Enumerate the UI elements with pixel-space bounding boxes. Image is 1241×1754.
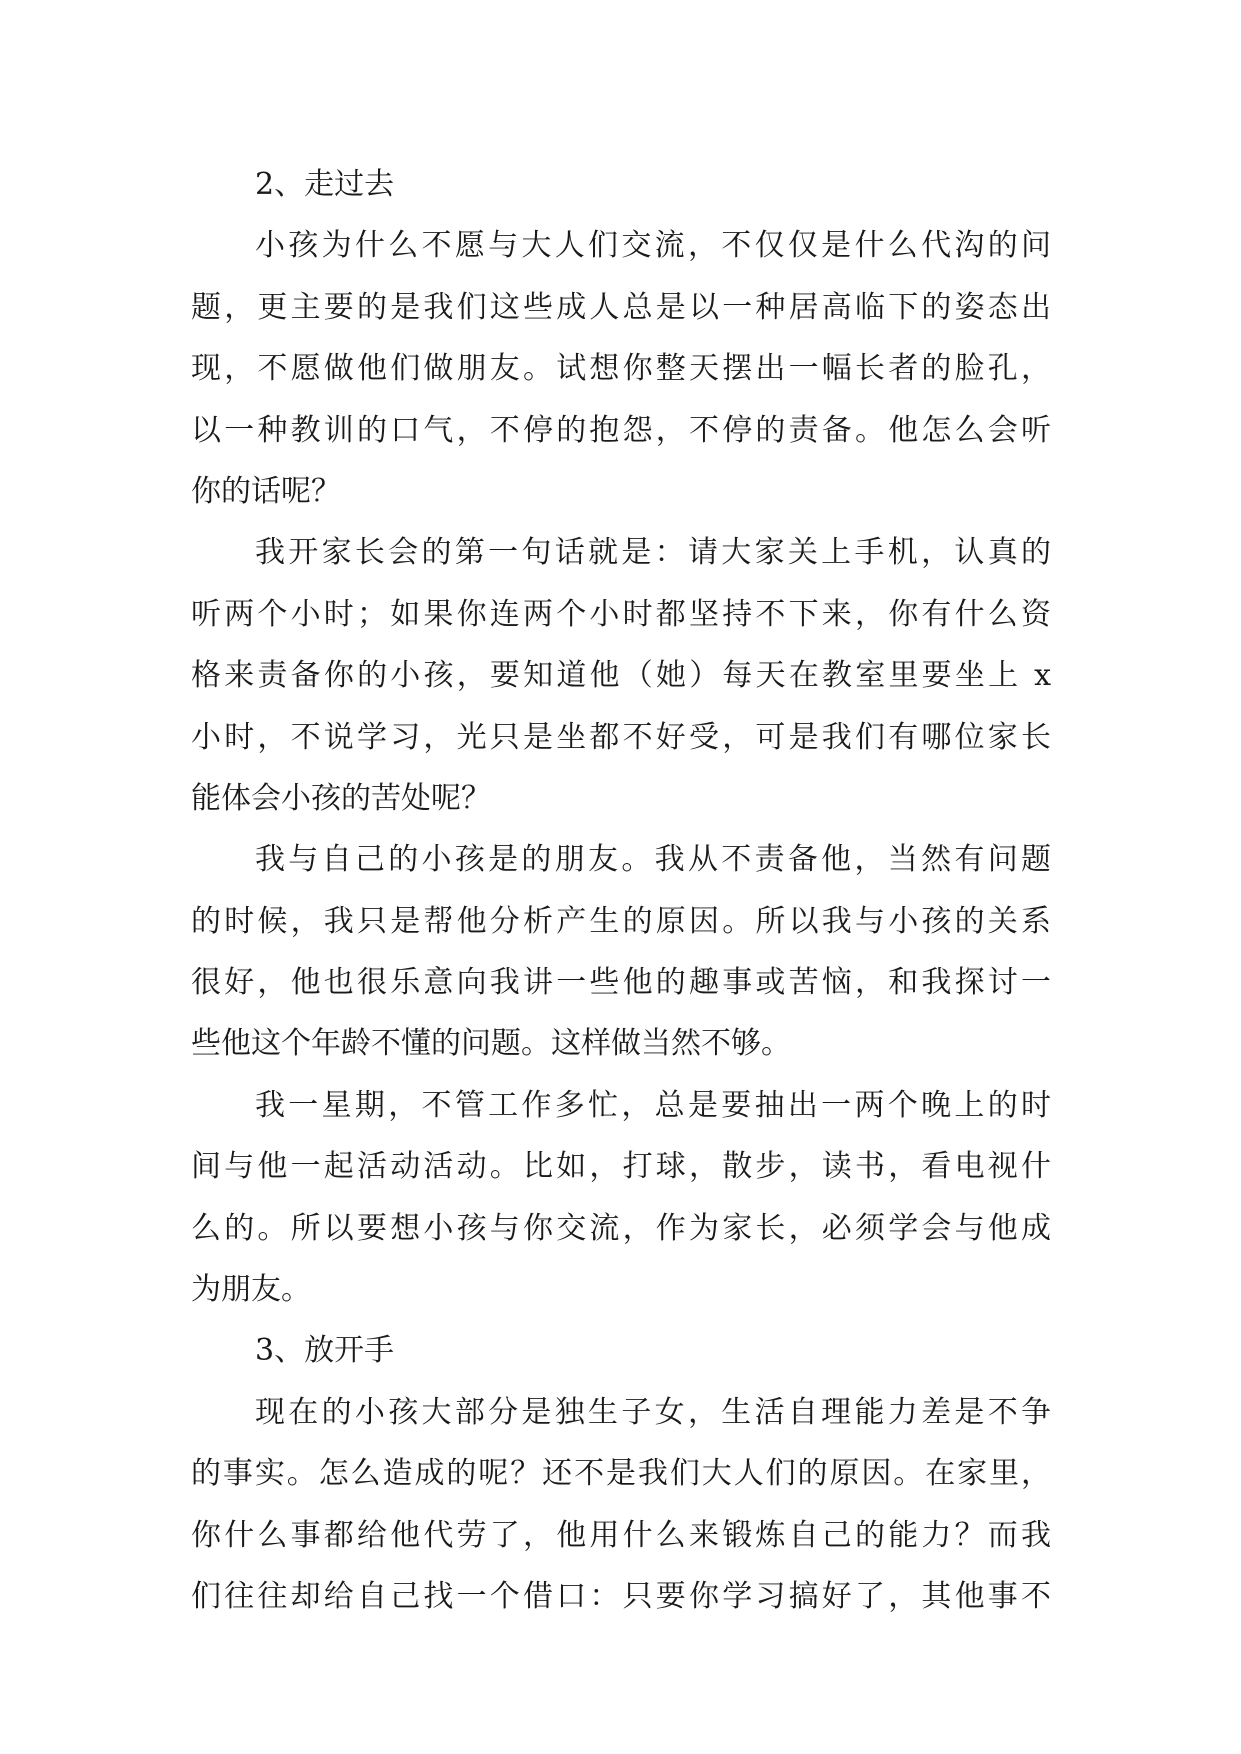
paragraph-line: 格来责备你的小孩，要知道他（她）每天在教室里要坐上 x [191, 658, 1051, 694]
paragraph-line: 们往往却给自己找一个借口：只要你学习搞好了，其他事不 [191, 1578, 1051, 1614]
section-heading-3: 3、放开手 [255, 1333, 395, 1369]
paragraph-line: 现，不愿做他们做朋友。试想你整天摆出一幅长者的脸孔， [191, 351, 1051, 387]
paragraph-line: 现在的小孩大部分是独生子女，生活自理能力差是不争 [255, 1394, 1051, 1430]
paragraph-line: 你什么事都给他代劳了，他用什么来锻炼自己的能力？而我 [191, 1517, 1051, 1553]
paragraph-line: 么的。所以要想小孩与你交流，作为家长，必须学会与他成 [191, 1210, 1051, 1246]
paragraph-line: 的事实。怎么造成的呢？还不是我们大人们的原因。在家里， [191, 1456, 1051, 1492]
paragraph-line: 你的话呢？ [191, 473, 341, 509]
paragraph-line: 小孩为什么不愿与大人们交流，不仅仅是什么代沟的问 [255, 228, 1051, 264]
paragraph-line: 我开家长会的第一句话就是：请大家关上手机，认真的 [255, 535, 1051, 571]
paragraph-line: 的时候，我只是帮他分析产生的原因。所以我与小孩的关系 [191, 903, 1051, 939]
paragraph-line: 些他这个年龄不懂的问题。这样做当然不够。 [191, 1026, 791, 1062]
paragraph-line: 间与他一起活动活动。比如，打球，散步，读书，看电视什 [191, 1149, 1051, 1185]
paragraph-line: 很好，他也很乐意向我讲一些他的趣事或苦恼，和我探讨一 [191, 965, 1051, 1001]
paragraph-line: 题，更主要的是我们这些成人总是以一种居高临下的姿态出 [191, 289, 1051, 325]
paragraph-line: 我一星期，不管工作多忙，总是要抽出一两个晚上的时 [255, 1087, 1051, 1123]
body-text [191, 154, 1051, 1627]
paragraph-line: 我与自己的小孩是的朋友。我从不责备他，当然有问题 [255, 842, 1051, 878]
paragraph-line: 小时，不说学习，光只是坐都不好受，可是我们有哪位家长 [191, 719, 1051, 755]
paragraph-line: 能体会小孩的苦处呢？ [191, 780, 491, 816]
paragraph-line: 听两个小时；如果你连两个小时都坚持不下来，你有什么资 [191, 596, 1051, 632]
paragraph-line: 以一种教训的口气，不停的抱怨，不停的责备。他怎么会听 [191, 412, 1051, 448]
section-heading-2: 2、走过去 [255, 167, 395, 202]
paragraph-line: 为朋友。 [191, 1272, 311, 1308]
